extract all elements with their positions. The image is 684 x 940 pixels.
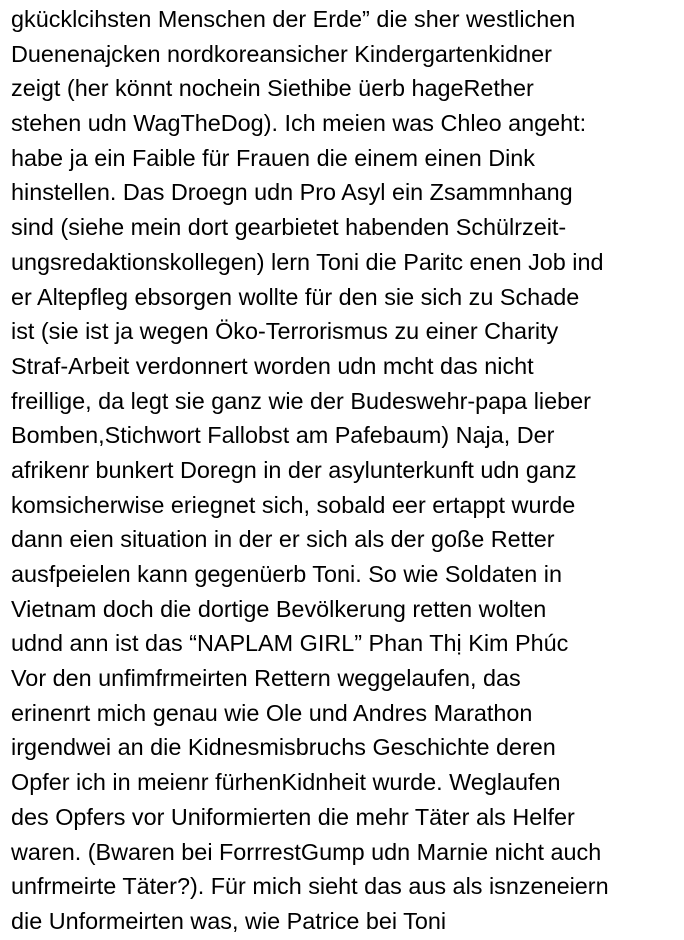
text-line-9: er Altepfleg ebsorgen wollte für den sie sich zu Schade xyxy=(11,283,580,310)
text-line-3: zeigt (her könnt nochein Siethibe üerb hageRether xyxy=(11,75,534,102)
text-line-15: komsicherwise eriegnet sich, sobald eer ertappt wurde xyxy=(11,491,576,518)
text-line-13: Bomben,Stichwort Fallobst am Pafebaum) Naja, Der xyxy=(11,422,555,449)
text-line-16: dann eien situation in der er sich als der goße Retter xyxy=(11,526,555,553)
text-line-23: Opfer ich in meienr fürhenKidnheit wurde. Weglaufen xyxy=(11,769,561,796)
text-line-14: afrikenr bunkert Doregn in der asylunterkunft udn ganz xyxy=(11,456,577,483)
text-line-21: erinenrt mich genau wie Ole und Andres Marathon xyxy=(11,699,533,726)
text-line-11: Straf-Arbeit verdonnert worden udn mcht das nicht xyxy=(11,352,534,379)
text-line-18: Vietnam doch die dortige Bevölkerung retten wolten xyxy=(11,595,547,622)
text-line-27: die Unformeirten was, wie Patrice bei Toni xyxy=(11,907,447,934)
text-line-2: Duenenajcken nordkoreansicher Kindergartenkidner xyxy=(11,40,552,67)
text-line-5: habe ja ein Faible für Frauen die einem einen Dink xyxy=(11,144,536,171)
text-line-4: stehen udn WagTheDog). Ich meien was Chleo angeht: xyxy=(11,110,587,137)
text-line-25: waren. (Bwaren bei ForrrestGump udn Marnie nicht auch xyxy=(11,838,602,865)
text-line-12: freillige, da legt sie ganz wie der Budeswehr-papa lieber xyxy=(11,387,591,414)
text-line-20: Vor den unfimfrmeirten Rettern weggelaufen, das xyxy=(11,665,521,692)
text-line-8: ungsredaktionskollegen) lern Toni die Paritc enen Job ind xyxy=(11,248,604,275)
body-text xyxy=(11,2,681,939)
text-line-10: ist (sie ist ja wegen Öko-Terrorismus zu einer Charity xyxy=(11,318,559,345)
text-line-7: sind (siehe mein dort gearbietet habenden Schülrzeit- xyxy=(11,214,567,241)
text-line-1: gkücklcihsten Menschen der Erde” die sher westlichen xyxy=(11,6,576,32)
text-line-6: hinstellen. Das Droegn udn Pro Asyl ein Zsammnhang xyxy=(11,179,573,206)
text-line-24: des Opfers vor Uniformierten die mehr Täter als Helfer xyxy=(11,803,575,830)
text-line-26: unfrmeirte Täter?). Für mich sieht das aus als isnzeneiern xyxy=(11,873,609,900)
text-line-17: ausfpeielen kann gegenüerb Toni. So wie Soldaten in xyxy=(11,561,562,587)
text-line-22: irgendwei an die Kidnesmisbruchs Geschichte deren xyxy=(11,734,556,761)
text-line-19: udnd ann ist das “NAPLAM GIRL” Phan Thị Kim Phúc xyxy=(11,630,569,657)
